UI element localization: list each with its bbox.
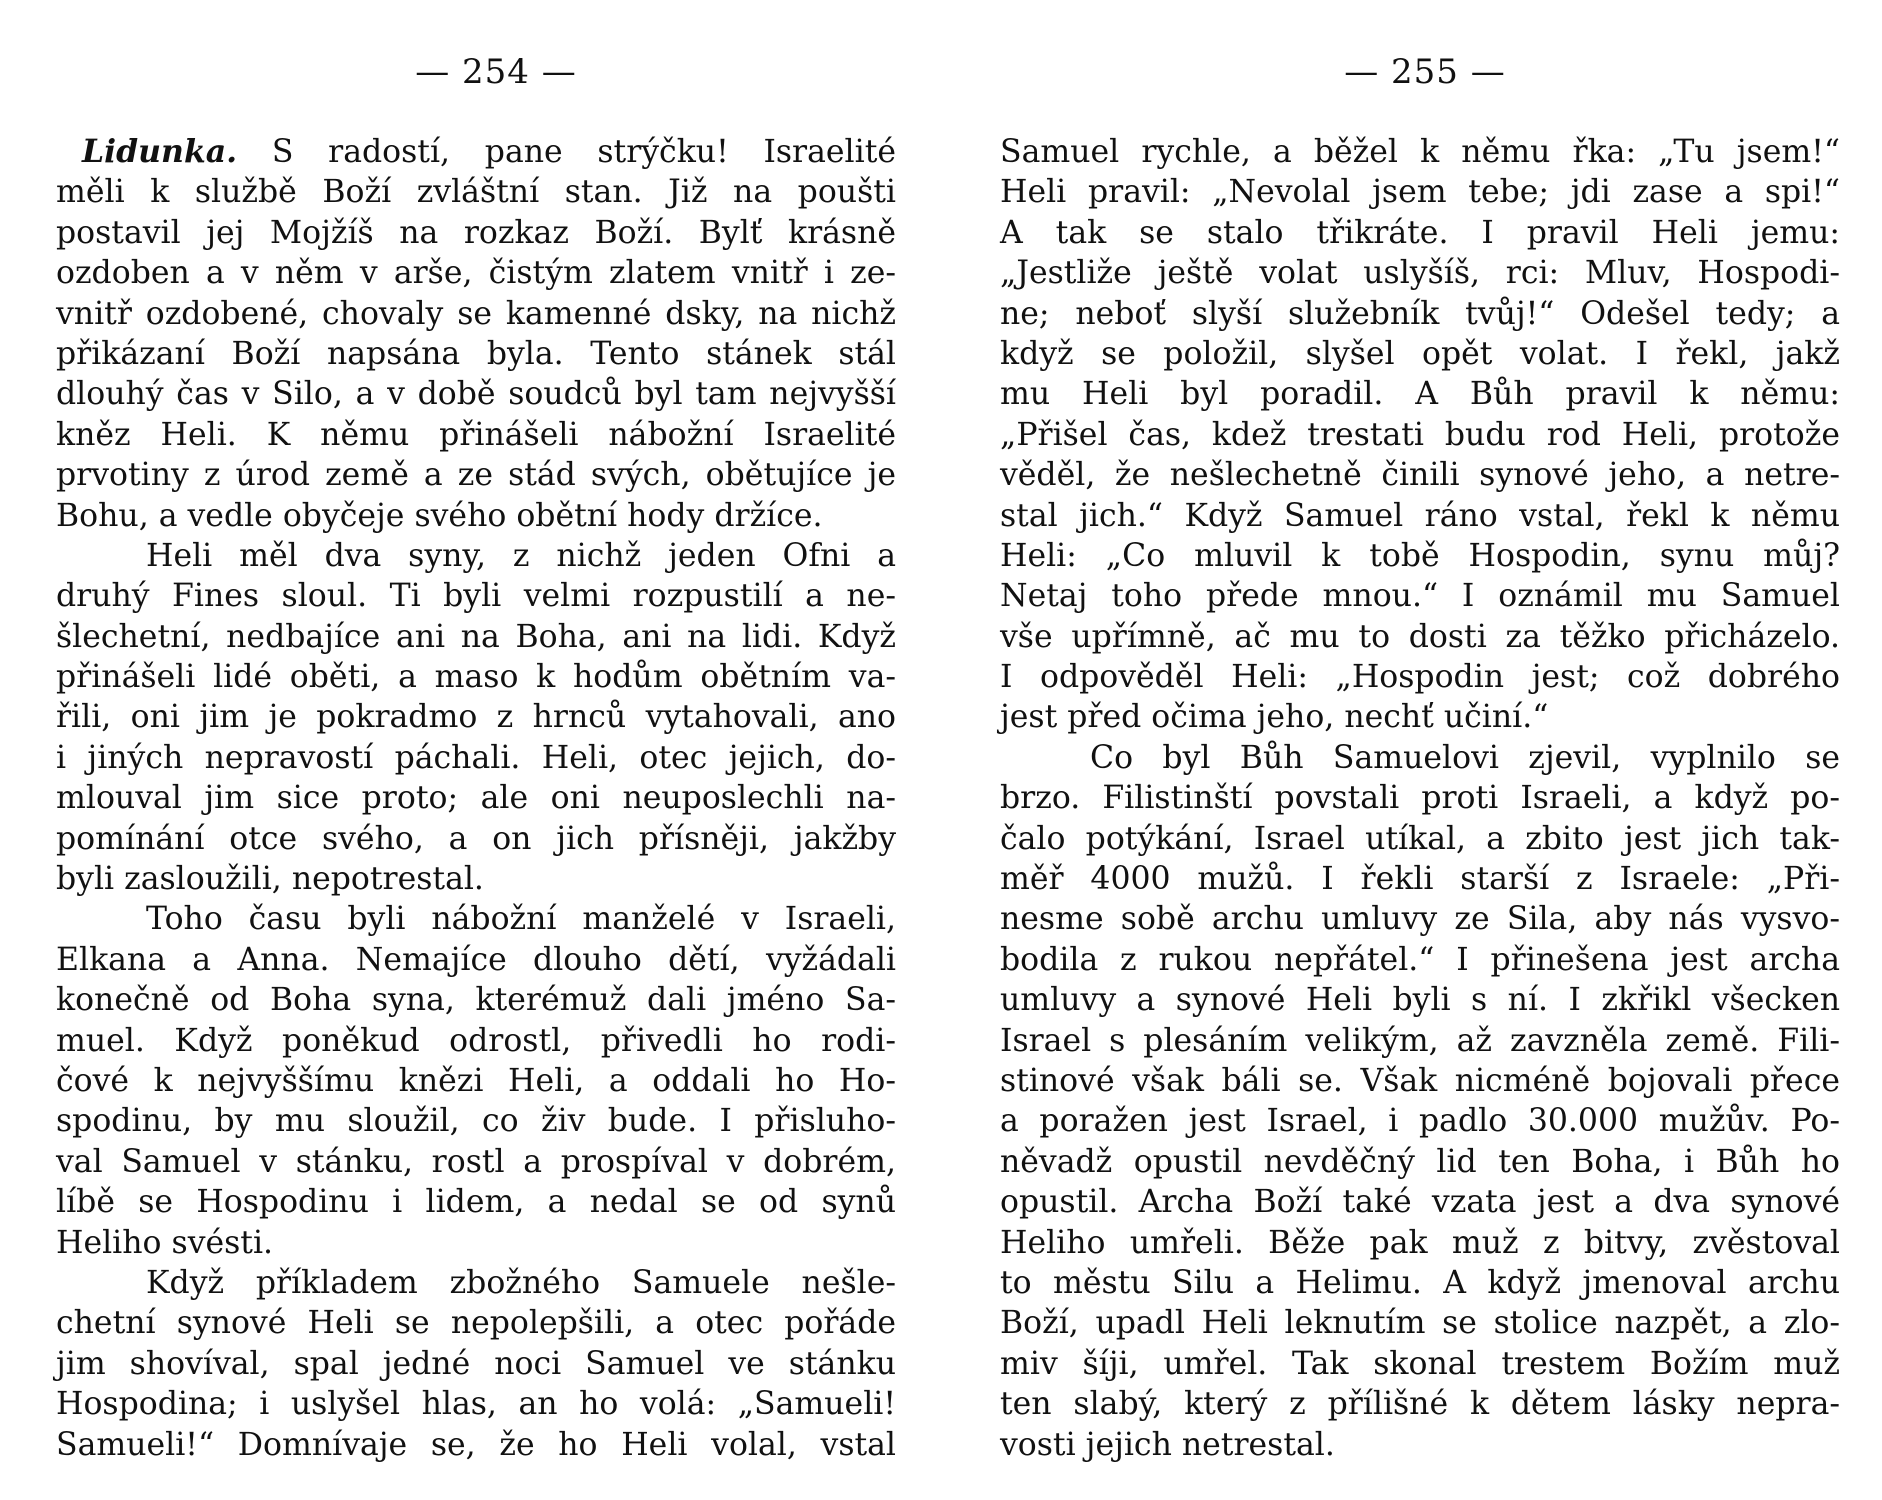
page-number-left: — 254 — [415,52,577,92]
text-line: stinové však báli se. Však nicméně bojovali přece [1000,1062,1840,1099]
text-line: dlouhý čas v Silo, a v době soudců byl tam nejvyšší [56,376,896,413]
text-line: přikázaní Boží napsána byla. Tento stánek stál [56,335,896,372]
text-line: ozdoben a v něm v arše, čistým zlatem vnitř i ze- [56,255,896,292]
text-line: i jiných nepravostí páchali. Heli, otec jejich, do- [56,739,896,776]
text-line: měř 4000 mužů. I řekli starší z Israele: „Při- [1000,861,1840,898]
text-line: a poražen jest Israel, i padlo 30.000 mužův. Po- [1000,1103,1840,1140]
text-line: ten slabý, který z přílišné k dětem lásky nepra- [1000,1386,1840,1423]
text-line: prvotiny z úrod země a ze stád svých, obětujíce je [56,457,896,494]
text-line: mu Heli byl poradil. A Bůh pravil k němu: [1000,376,1840,413]
text-line: Když příkladem zbožného Samuele nešle- [146,1264,896,1301]
text-line: vnitř ozdobené, chovaly se kamenné dsky, na nichž [56,295,896,332]
text-line: přinášeli lidé oběti, a maso k hodům obětním va- [56,659,896,696]
text-line: šlechetní, nedbajíce ani na Boha, ani na lidi. Když [56,618,896,655]
text-line: val Samuel v stánku, rostl a prospíval v dobrém, [56,1143,896,1180]
text-line: Bohu, a vedle obyčeje svého obětní hody držíce. [56,497,823,534]
text-line: něvadž opustil nevděčný lid ten Boha, i Bůh ho [1000,1143,1840,1180]
text-line: konečně od Boha syna, kterémuž dali jméno Sa- [56,982,896,1019]
page-number-right: — 255 — [1344,52,1506,92]
text-line: to městu Silu a Helimu. A když jmenoval archu [1000,1264,1840,1301]
text-line: Heliho svésti. [56,1224,274,1261]
left-page-text [56,132,896,1465]
right-page [1000,0,1840,1500]
text-line: postavil jej Mojžíš na rozkaz Boží. Bylť krásně [56,214,896,251]
text-line: Elkana a Anna. Nemajíce dlouho dětí, vyžádali [56,941,896,978]
text-line: nesme sobě archu umluvy ze Sila, aby nás vysvo- [1000,901,1840,938]
text-line: muel. Když poněkud odrostl, přivedli ho rodi- [56,1022,896,1059]
text-line: stal jich.“ Když Samuel ráno vstal, řekl k němu [1000,497,1840,534]
text-line: jest před očima jeho, nechť učiní.“ [1000,699,1549,736]
text-line: věděl, že nešlechetně činili synové jeho, a netre- [1000,457,1840,494]
text-line: Samueli!“ Domnívaje se, že ho Heli volal, vstal [56,1426,896,1463]
text-line: umluvy a synové Heli byli s ní. I zkřikl všecken [1000,982,1840,1019]
text-line: byli zasloužili, nepotrestal. [56,861,484,898]
text-line [56,132,896,172]
text-line: „Jestliže ještě volat uslyšíš, rci: Mluv, Hospodi- [1000,255,1840,292]
text-line: pomínání otce svého, a on jich přísněji, jakžby [56,820,896,857]
text-line: mlouval jim sice proto; ale oni neuposlechli na- [56,780,896,817]
text-line: vosti jejich netrestal. [1000,1426,1335,1463]
left-page [56,0,896,1500]
text-line: spodinu, by mu sloužil, co živ bude. I přisluho- [56,1103,896,1140]
text-line: líbě se Hospodinu i lidem, a nedal se od synů [56,1184,896,1221]
text-line: Israel s plesáním velikým, až zavzněla země. Fili- [1000,1022,1840,1059]
text-line: měli k službě Boží zvláštní stan. Již na poušti [56,174,896,211]
text-line: ne; neboť slyší služebník tvůj!“ Odešel tedy; a [1000,295,1840,332]
text-line: Heliho umřeli. Běže pak muž z bitvy, zvěstoval [1000,1224,1840,1261]
text-line: A tak se stalo třikráte. I pravil Heli jemu: [1000,214,1840,251]
text-line: Co byl Bůh Samuelovi zjevil, vyplnilo se [1090,739,1840,776]
text-line: řili, oni jim je pokradmo z hrnců vytahovali, ano [56,699,896,736]
right-page-text [1000,132,1840,1465]
text-line: chetní synové Heli se nepolepšili, a otec pořáde [56,1305,896,1342]
text-line: opustil. Archa Boží také vzata jest a dva synové [1000,1184,1840,1221]
text-line: I odpověděl Heli: „Hospodin jest; což dobrého [1000,659,1840,696]
text-line: Toho času byli nábožní manželé v Israeli, [146,901,896,938]
text-line: „Přišel čas, kdež trestati budu rod Heli, protože [1000,416,1840,453]
text-line: vše upřímně, ač mu to dosti za těžko přicházelo. [1000,618,1840,655]
text-line: brzo. Filistinští povstali proti Israeli, a když po- [1000,780,1840,817]
text-line: Heli měl dva syny, z nichž jeden Ofni a [146,537,896,574]
text-line: Boží, upadl Heli leknutím se stolice nazpět, a zlo- [1000,1305,1840,1342]
text-line: čalo potýkání, Israel utíkal, a zbito jest jich tak- [1000,820,1840,857]
text-line: kněz Heli. K němu přinášeli nábožní Israelité [56,416,896,453]
speaker-name: Lidunka. [82,133,238,170]
text-line: čové k nejvyššímu knězi Heli, a oddali ho Ho- [56,1062,896,1099]
text-line: Samuel rychle, a běžel k němu řka: „Tu jsem!“ [1000,134,1840,170]
text-line: Hospodina; i uslyšel hlas, an ho volá: „Samueli! [56,1386,896,1423]
text-line: Heli pravil: „Nevolal jsem tebe; jdi zase a spi!“ [1000,174,1840,211]
text-line: miv šíji, umřel. Tak skonal trestem Božím muž [1000,1345,1840,1382]
text-line: když se položil, slyšel opět volat. I řekl, jakž [1000,335,1840,372]
text-line: jim shovíval, spal jedné noci Samuel ve stánku [56,1345,896,1382]
text-line: bodila z rukou nepřátel.“ I přinešena jest archa [1000,941,1840,978]
text-line: Heli: „Co mluvil k tobě Hospodin, synu můj? [1000,537,1840,574]
text-line: druhý Fines sloul. Ti byli velmi rozpustilí a ne- [56,578,896,615]
text-line: Netaj toho přede mnou.“ I oznámil mu Samuel [1000,578,1840,615]
speaker-line-text: S radostí, pane strýčku! Israelité [237,134,896,170]
